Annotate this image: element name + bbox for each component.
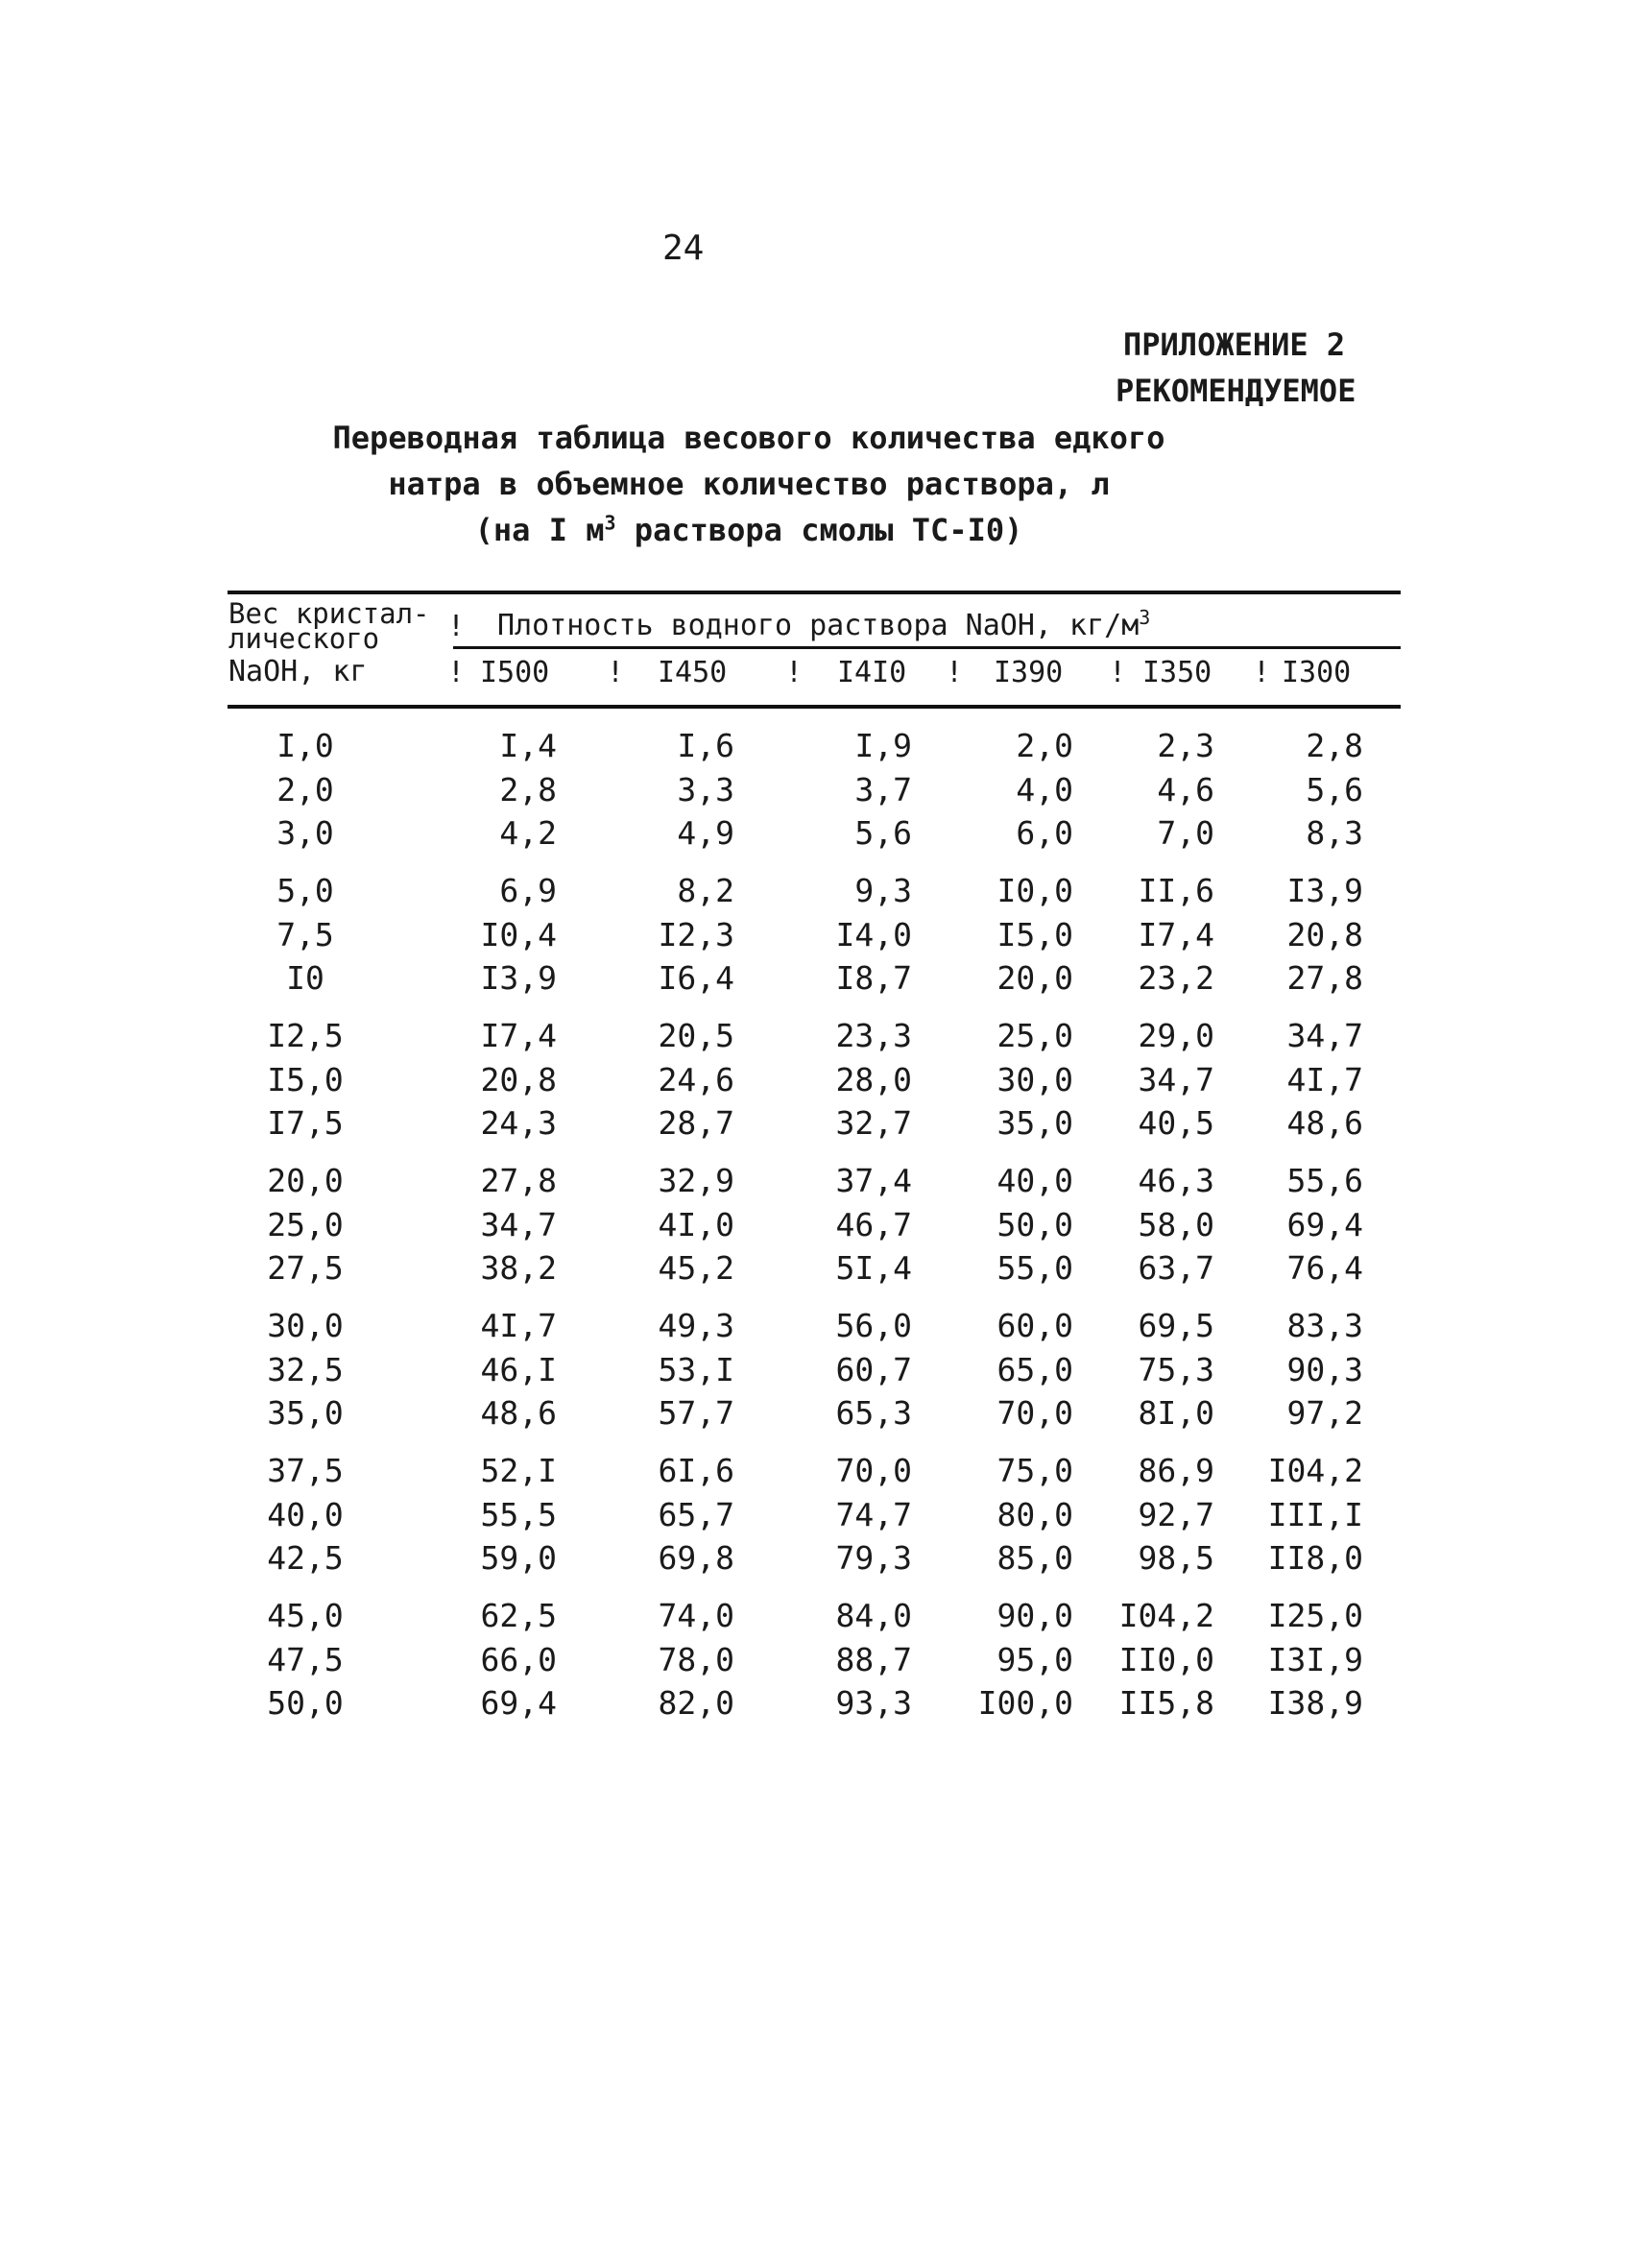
row-volume-cell: 27,8 — [1286, 959, 1363, 997]
row-volume-cell: I,6 — [677, 727, 734, 764]
row-volume-cell: 82,0 — [658, 1684, 734, 1722]
title-line-3-pre: (на I м — [474, 512, 605, 548]
title-line-3-sup: 3 — [604, 511, 616, 535]
row-volume-cell: 20,8 — [480, 1061, 557, 1098]
density-header-4: I390 — [994, 656, 1064, 689]
row-volume-cell: 2,3 — [1157, 727, 1214, 764]
row-volume-cell: 65,0 — [996, 1351, 1073, 1388]
row-volume-cell: 2,8 — [499, 771, 557, 808]
row-volume-cell: I3,9 — [480, 959, 557, 997]
row-volume-cell: 92,7 — [1138, 1496, 1214, 1533]
row-volume-cell: 74,0 — [658, 1597, 734, 1634]
row-volume-cell: 34,7 — [1286, 1017, 1363, 1054]
row-volume-cell: 38,2 — [480, 1249, 557, 1287]
row-volume-cell: 74,7 — [835, 1496, 912, 1533]
row-volume-cell: 24,6 — [658, 1061, 734, 1098]
row-volume-cell: 2,0 — [1016, 727, 1073, 764]
density-header-3: I4I0 — [837, 656, 907, 689]
row-volume-cell: 83,3 — [1286, 1307, 1363, 1344]
row-volume-cell: I4,0 — [835, 916, 912, 953]
group-header — [497, 606, 1151, 642]
table-top-rule — [228, 591, 1401, 594]
density-separator: ! — [785, 656, 804, 689]
row-weight-cell: I0 — [286, 959, 324, 997]
row-volume-cell: I2,3 — [658, 916, 734, 953]
row-volume-cell: 35,0 — [996, 1104, 1073, 1142]
row-volume-cell: 49,3 — [658, 1307, 734, 1344]
row-volume-cell: 69,4 — [480, 1684, 557, 1722]
row-weight-cell: 25,0 — [267, 1206, 344, 1243]
row-weight-cell: 45,0 — [267, 1597, 344, 1634]
row-volume-cell: 8,2 — [677, 872, 734, 909]
row-weight-cell: 3,0 — [276, 814, 334, 852]
row-volume-cell: 76,4 — [1286, 1249, 1363, 1287]
row-volume-cell: I,4 — [499, 727, 557, 764]
row-volume-cell: 48,6 — [480, 1394, 557, 1432]
row-weight-cell: 47,5 — [267, 1641, 344, 1678]
density-header-1: I500 — [480, 656, 550, 689]
row-volume-cell: 40,5 — [1138, 1104, 1214, 1142]
row-volume-cell: 90,3 — [1286, 1351, 1363, 1388]
density-header-2: I450 — [658, 656, 728, 689]
row-volume-cell: 23,2 — [1138, 959, 1214, 997]
row-volume-cell: I,9 — [854, 727, 912, 764]
row-volume-cell: 8,3 — [1306, 814, 1363, 852]
density-header-6: I300 — [1282, 656, 1352, 689]
density-separator: ! — [607, 656, 625, 689]
row-volume-cell: 25,0 — [996, 1017, 1073, 1054]
row-volume-cell: 32,7 — [835, 1104, 912, 1142]
row-volume-cell: 6,9 — [499, 872, 557, 909]
row-volume-cell: 8I,0 — [1138, 1394, 1214, 1432]
row-volume-cell: 75,3 — [1138, 1351, 1214, 1388]
row-volume-cell: I00,0 — [977, 1684, 1073, 1722]
row-volume-cell: 6I,6 — [658, 1452, 734, 1489]
row-volume-cell: II0,0 — [1118, 1641, 1214, 1678]
row-volume-cell: 4I,7 — [480, 1307, 557, 1344]
row-volume-cell: II,6 — [1138, 872, 1214, 909]
row-volume-cell: 40,0 — [996, 1162, 1073, 1199]
row-volume-cell: 86,9 — [1138, 1452, 1214, 1489]
row-volume-cell: 69,8 — [658, 1539, 734, 1577]
row-volume-cell: 4,9 — [677, 814, 734, 852]
density-separator: ! — [1253, 656, 1271, 689]
row-volume-cell: III,I — [1267, 1496, 1363, 1533]
row-volume-cell: 6,0 — [1016, 814, 1073, 852]
row-volume-cell: 69,5 — [1138, 1307, 1214, 1344]
row-weight-cell: I7,5 — [267, 1104, 344, 1142]
appendix-line-1: ПРИЛОЖЕНИЕ 2 — [1123, 326, 1346, 363]
row-weight-cell: I,0 — [276, 727, 334, 764]
row-volume-cell: 20,8 — [1286, 916, 1363, 953]
row-volume-cell: 62,5 — [480, 1597, 557, 1634]
row-volume-cell: 78,0 — [658, 1641, 734, 1678]
row-volume-cell: I38,9 — [1267, 1684, 1363, 1722]
row-volume-cell: 90,0 — [996, 1597, 1073, 1634]
row-weight-cell: 37,5 — [267, 1452, 344, 1489]
group-header-label: Плотность водного раствора NaOH, кг/м — [497, 609, 1140, 642]
row-volume-cell: 45,2 — [658, 1249, 734, 1287]
row-volume-cell: 29,0 — [1138, 1017, 1214, 1054]
density-separator: ! — [946, 656, 964, 689]
row-volume-cell: 53,I — [658, 1351, 734, 1388]
row-weight-cell: I2,5 — [267, 1017, 344, 1054]
row-volume-cell: 34,7 — [480, 1206, 557, 1243]
row-volume-cell: 59,0 — [480, 1539, 557, 1577]
title-line-3 — [317, 507, 1181, 553]
group-header-sup: 3 — [1139, 606, 1151, 629]
row-volume-cell: 58,0 — [1138, 1206, 1214, 1243]
title-line-2: натра в объемное количество раствора, л — [388, 466, 1110, 502]
row-volume-cell: I25,0 — [1267, 1597, 1363, 1634]
row-volume-cell: 20,0 — [996, 959, 1073, 997]
row-volume-cell: 28,7 — [658, 1104, 734, 1142]
row-volume-cell: 28,0 — [835, 1061, 912, 1098]
row-volume-cell: 24,3 — [480, 1104, 557, 1142]
row-volume-cell: 70,0 — [835, 1452, 912, 1489]
row-volume-cell: 32,9 — [658, 1162, 734, 1199]
row-volume-cell: 60,0 — [996, 1307, 1073, 1344]
row-weight-cell: I5,0 — [267, 1061, 344, 1098]
row-volume-cell: 98,5 — [1138, 1539, 1214, 1577]
row-volume-cell: I04,2 — [1267, 1452, 1363, 1489]
row-volume-cell: 5,6 — [1306, 771, 1363, 808]
row-volume-cell: 20,5 — [658, 1017, 734, 1054]
row-volume-cell: 4,2 — [499, 814, 557, 852]
row-volume-cell: I3I,9 — [1267, 1641, 1363, 1678]
row-volume-cell: II8,0 — [1267, 1539, 1363, 1577]
row-volume-cell: I0,0 — [996, 872, 1073, 909]
row-volume-cell: 75,0 — [996, 1452, 1073, 1489]
row-volume-cell: 57,7 — [658, 1394, 734, 1432]
row-weight-cell: 40,0 — [267, 1496, 344, 1533]
row-volume-cell: 65,7 — [658, 1496, 734, 1533]
row-volume-cell: 9,3 — [854, 872, 912, 909]
appendix-line-2: РЕКОМЕНДУЕМОЕ — [1116, 373, 1356, 409]
row-volume-cell: 69,4 — [1286, 1206, 1363, 1243]
row-weight-cell: 42,5 — [267, 1539, 344, 1577]
row-weight-cell: 7,5 — [276, 916, 334, 953]
row-volume-cell: 85,0 — [996, 1539, 1073, 1577]
first-col-header-line-1: Вес кристал- — [228, 597, 430, 630]
row-volume-cell: I6,4 — [658, 959, 734, 997]
row-volume-cell: 97,2 — [1286, 1394, 1363, 1432]
row-volume-cell: 3,7 — [854, 771, 912, 808]
title-line-1: Переводная таблица весового количества едкого — [332, 420, 1165, 456]
row-volume-cell: 46,I — [480, 1351, 557, 1388]
row-volume-cell: 79,3 — [835, 1539, 912, 1577]
table-title — [317, 415, 1181, 553]
row-volume-cell: I7,4 — [1138, 916, 1214, 953]
row-volume-cell: II5,8 — [1118, 1684, 1214, 1722]
row-volume-cell: 63,7 — [1138, 1249, 1214, 1287]
row-weight-cell: 27,5 — [267, 1249, 344, 1287]
row-volume-cell: 23,3 — [835, 1017, 912, 1054]
row-volume-cell: I04,2 — [1118, 1597, 1214, 1634]
header-separator: ! — [447, 610, 466, 643]
group-header-rule — [453, 646, 1401, 649]
row-volume-cell: 2,8 — [1306, 727, 1363, 764]
appendix-label — [1116, 322, 1363, 414]
row-volume-cell: 65,3 — [835, 1394, 912, 1432]
row-volume-cell: 5,6 — [854, 814, 912, 852]
row-weight-cell: 50,0 — [267, 1684, 344, 1722]
row-volume-cell: 60,7 — [835, 1351, 912, 1388]
row-volume-cell: 5I,4 — [835, 1249, 912, 1287]
density-separator: ! — [447, 656, 466, 689]
row-volume-cell: I5,0 — [996, 916, 1073, 953]
title-line-3-post: раствора смолы ТС-I0) — [615, 512, 1023, 548]
row-volume-cell: 46,7 — [835, 1206, 912, 1243]
row-volume-cell: I3,9 — [1286, 872, 1363, 909]
row-volume-cell: 4I,0 — [658, 1206, 734, 1243]
row-weight-cell: 35,0 — [267, 1394, 344, 1432]
row-volume-cell: I8,7 — [835, 959, 912, 997]
row-volume-cell: 27,8 — [480, 1162, 557, 1199]
row-weight-cell: 5,0 — [276, 872, 334, 909]
row-weight-cell: 20,0 — [267, 1162, 344, 1199]
table-header-bottom-rule — [228, 705, 1401, 709]
row-volume-cell: 66,0 — [480, 1641, 557, 1678]
row-volume-cell: 95,0 — [996, 1641, 1073, 1678]
first-col-header-line-2: лического — [228, 622, 380, 655]
row-volume-cell: 52,I — [480, 1452, 557, 1489]
row-volume-cell: 88,7 — [835, 1641, 912, 1678]
page-number: 24 — [662, 229, 705, 268]
first-col-header-line-3: NaOH, кг — [228, 655, 368, 688]
row-volume-cell: 70,0 — [996, 1394, 1073, 1432]
row-volume-cell: 4,6 — [1157, 771, 1214, 808]
row-volume-cell: 55,0 — [996, 1249, 1073, 1287]
row-volume-cell: I7,4 — [480, 1017, 557, 1054]
row-volume-cell: 93,3 — [835, 1684, 912, 1722]
row-volume-cell: 4,0 — [1016, 771, 1073, 808]
row-volume-cell: 84,0 — [835, 1597, 912, 1634]
row-volume-cell: I0,4 — [480, 916, 557, 953]
row-volume-cell: 3,3 — [677, 771, 734, 808]
row-volume-cell: 30,0 — [996, 1061, 1073, 1098]
row-volume-cell: 7,0 — [1157, 814, 1214, 852]
row-volume-cell: 48,6 — [1286, 1104, 1363, 1142]
row-volume-cell: 56,0 — [835, 1307, 912, 1344]
row-volume-cell: 80,0 — [996, 1496, 1073, 1533]
row-volume-cell: 34,7 — [1138, 1061, 1214, 1098]
row-volume-cell: 4I,7 — [1286, 1061, 1363, 1098]
row-weight-cell: 30,0 — [267, 1307, 344, 1344]
density-header-5: I350 — [1142, 656, 1212, 689]
density-separator: ! — [1109, 656, 1127, 689]
row-weight-cell: 2,0 — [276, 771, 334, 808]
row-volume-cell: 55,6 — [1286, 1162, 1363, 1199]
row-volume-cell: 46,3 — [1138, 1162, 1214, 1199]
row-weight-cell: 32,5 — [267, 1351, 344, 1388]
row-volume-cell: 55,5 — [480, 1496, 557, 1533]
row-volume-cell: 37,4 — [835, 1162, 912, 1199]
row-volume-cell: 50,0 — [996, 1206, 1073, 1243]
